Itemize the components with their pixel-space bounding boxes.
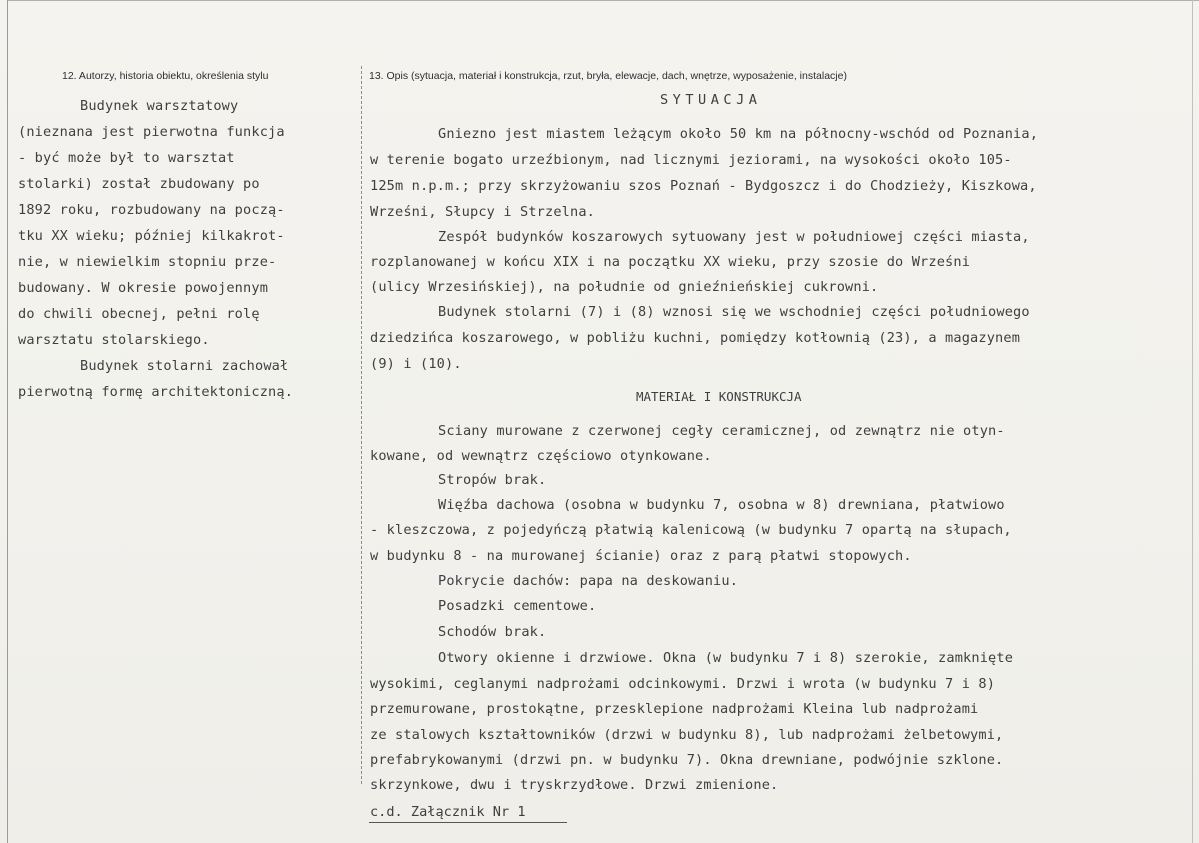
- material-text-line: Więźba dachowa (osobna w budynku 7, osobna w 8) drewniana, płatwiowo: [438, 497, 1005, 513]
- left-text-line: budowany. W okresie powojennym: [18, 280, 269, 296]
- material-text-line: Pokrycie dachów: papa na deskowaniu.: [438, 573, 739, 589]
- material-text-line: skrzynkowe, dwu i tryskrzydłowe. Drzwi zmienione.: [370, 777, 779, 793]
- sytuacja-text-line: (ulicy Wrzesińskiej), na południe od gnieźnieńskiej cukrowni.: [370, 279, 879, 295]
- section-12-header: 12. Autorzy, historia obiektu, określenia stylu: [62, 70, 269, 82]
- left-text-line: tku XX wieku; później kilkakrot-: [18, 228, 285, 244]
- material-text-line: Posadzki cementowe.: [438, 598, 597, 614]
- left-text-line: - być może był to warsztat: [18, 150, 235, 166]
- material-text-line: prefabrykowanymi (drzwi pn. w budynku 7). Okna drewniane, podwójnie szklone.: [370, 752, 1004, 768]
- material-text-line: kowane, od wewnątrz częściowo otynkowane.: [370, 448, 712, 464]
- sytuacja-text-line: Wrześni, Słupcy i Strzelna.: [370, 204, 596, 220]
- material-text-line: przemurowane, prostokątne, przesklepione nadprożami Kleina lub nadprożami: [370, 701, 979, 717]
- left-text-line: do chwili obecnej, pełni rolę: [18, 306, 260, 322]
- left-text-line: pierwotną formę architektoniczną.: [18, 384, 294, 400]
- material-text-line: Otwory okienne i drzwiowe. Okna (w budynku 7 i 8) szerokie, zamknięte: [438, 650, 1014, 666]
- left-text-line: nie, w niewielkim stopniu prze-: [18, 254, 277, 270]
- continuation-reference: c.d. Załącznik Nr 1: [370, 804, 526, 820]
- card-border-left: [7, 0, 8, 843]
- material-text-line: wysokimi, ceglanymi nadprożami odcinkowymi. Drzwi i wrota (w budynku 7 i 8): [370, 676, 996, 692]
- continuation-underline: [369, 822, 567, 823]
- material-text-line: Schodów brak.: [438, 624, 547, 640]
- heading-material-konstrukcja: MATERIAŁ I KONSTRUKCJA: [636, 389, 802, 404]
- material-text-line: w budynku 8 - na murowanej ścianie) oraz z parą płatwi stopowych.: [370, 548, 912, 564]
- material-text-line: - kleszczowa, z pojedyńczą płatwią kalenicową (w budynku 7 opartą na słupach,: [370, 522, 1012, 538]
- material-text-line: ze stalowych kształtowników (drzwi w budynku 8), lub nadprożami żelbetowymi,: [370, 727, 1004, 743]
- heading-sytuacja: SYTUACJA: [660, 92, 762, 108]
- sytuacja-text-line: Gniezno jest miastem leżącym około 50 km na północny-wschód od Poznania,: [438, 126, 1039, 142]
- left-text-line: Budynek warsztatowy: [80, 98, 239, 114]
- material-text-line: Sciany murowane z czerwonej cegły ceramicznej, od zewnątrz nie otyn-: [438, 423, 1005, 439]
- card-border-right: [1192, 0, 1193, 843]
- left-text-line: (nieznana jest pierwotna funkcja: [18, 124, 285, 140]
- left-text-line: Budynek stolarni zachował: [80, 358, 289, 374]
- section-13-header: 13. Opis (sytuacja, materiał i konstrukcja, rzut, bryła, elewacje, dach, wnętrze, wyposażenie, instalacje): [369, 70, 847, 82]
- sytuacja-text-line: Zespół budynków koszarowych sytuowany jest w południowej części miasta,: [438, 229, 1030, 245]
- card-border-top: [7, 0, 1199, 1]
- sytuacja-text-line: w terenie bogato urzeźbionym, nad licznymi jeziorami, na wysokości około 105-: [370, 152, 1012, 168]
- column-divider: [361, 66, 362, 784]
- sytuacja-text-line: dziedzińca koszarowego, w pobliżu kuchni, pomiędzy kotłownią (23), a magazynem: [370, 330, 1021, 346]
- sytuacja-text-line: Budynek stolarni (7) i (8) wznosi się we wschodniej części południowego: [438, 304, 1030, 320]
- sytuacja-text-line: rozplanowanej w końcu XIX i na początku XX wieku, przy szosie do Wrześni: [370, 254, 971, 270]
- left-text-line: stolarki) został zbudowany po: [18, 176, 260, 192]
- left-text-line: 1892 roku, rozbudowany na począ-: [18, 202, 285, 218]
- sytuacja-text-line: (9) i (10).: [370, 356, 462, 372]
- left-text-line: warsztatu stolarskiego.: [18, 332, 210, 348]
- sytuacja-text-line: 125m n.p.m.; przy skrzyżowaniu szos Poznań - Bydgoszcz i do Chodzieży, Kiszkowa,: [370, 178, 1037, 194]
- material-text-line: Stropów brak.: [438, 472, 547, 488]
